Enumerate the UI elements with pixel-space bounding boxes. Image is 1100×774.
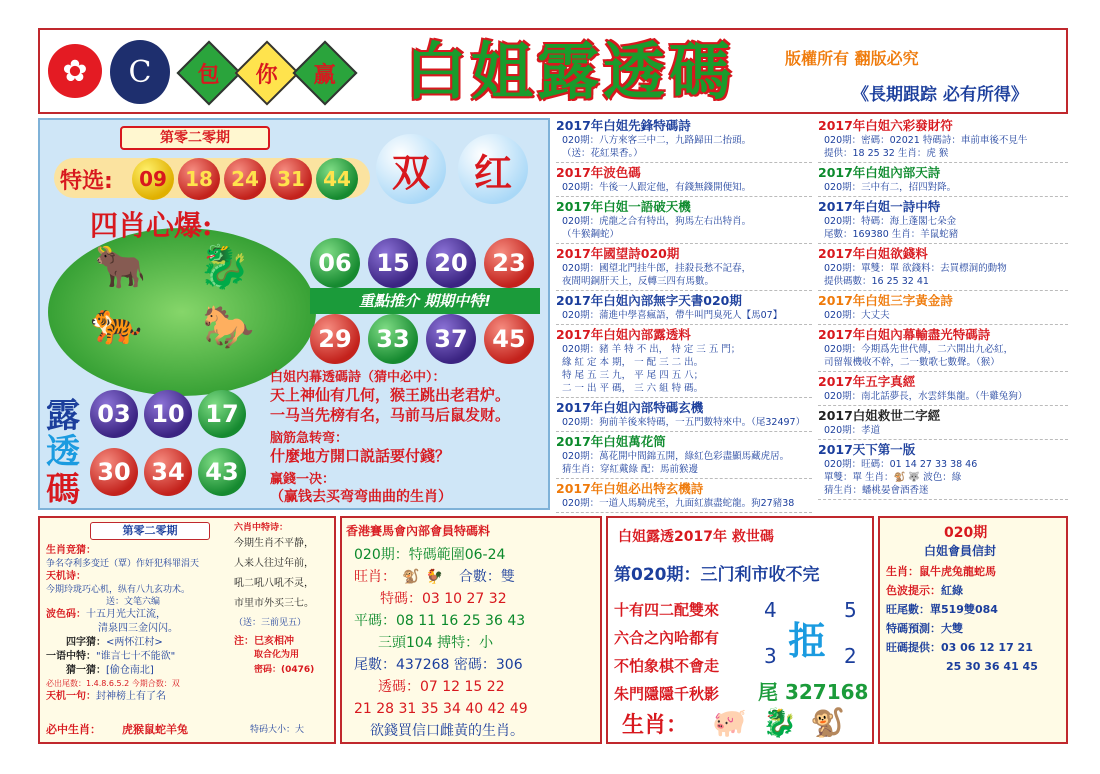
- bp1-text: 送：文笔六编: [106, 597, 161, 607]
- bp2-line: 特碼：03 10 27 32: [380, 591, 507, 607]
- bp1-text: 虎猴鼠蛇羊兔: [122, 723, 188, 736]
- bp1-text: 封神榜上有了名: [96, 691, 166, 702]
- mid-text: 緣 紅 定 本 期， 一 配 三 二 出。: [562, 357, 704, 368]
- bp4-value: 紅綠: [941, 584, 963, 597]
- bp1-side-title: 六肖中特诗：: [234, 523, 289, 533]
- mid-block: [556, 481, 812, 513]
- poem-box: [270, 366, 548, 507]
- right-title: 2017年白姐內部天詩: [818, 165, 941, 180]
- bp1-side: 人来人往过年前，: [234, 558, 314, 569]
- lu-ball: 10: [144, 390, 192, 438]
- right-block: [818, 408, 1068, 440]
- bottom-panel-1: [38, 516, 336, 744]
- tou-char: 透: [46, 432, 80, 472]
- tex-ball: 31: [270, 158, 312, 200]
- mid-text: 020期：八方來客三中二，九路歸田二抬頭。: [562, 135, 752, 146]
- right-title: 2017年白姐三字黃金詩: [818, 293, 953, 308]
- right-title: 2017年五字真經: [818, 374, 916, 389]
- divider: [818, 196, 1068, 197]
- divider: [556, 290, 812, 291]
- shuang-bubble: 双: [376, 134, 446, 204]
- ni-diamond: [234, 40, 299, 105]
- right-text: 猜生肖：蟠桃晏會酒香迷: [824, 485, 929, 496]
- bp1-side: 市里市外买三七。: [234, 598, 314, 609]
- right-block: [818, 165, 1068, 197]
- bp1-label: 四字猜：: [66, 637, 106, 648]
- mid-title: 2017年國望詩020期: [556, 246, 680, 261]
- ox-icon: 🐂: [94, 242, 147, 291]
- mid-text: 020期：萬花開中間錦五開，綠紅色彩盡顯馬藏虎居。: [562, 451, 790, 462]
- bp3-digit: 5: [844, 598, 857, 622]
- divider: [556, 243, 812, 244]
- poem-line: 一马当先榜有名，马前马后鼠发财。: [270, 406, 511, 424]
- bp1-text: 今期玲珑巧心机，纵有八九玄功术。: [46, 585, 191, 595]
- right-text: 020期：三中有二，招四對降。: [824, 182, 957, 193]
- mid-text: （送：花紅果香。）: [562, 148, 643, 159]
- mid-title: 2017年白姐內部無字天書020期: [556, 293, 742, 308]
- bp4-label: 旺尾數：: [886, 603, 930, 616]
- bp1-text: <两怀江村>: [106, 637, 163, 648]
- number-ball: 37: [426, 314, 476, 364]
- bp2-line: 欲錢買信口雌黃的生肖。: [370, 723, 524, 739]
- bp3-poem: 朱門隱隱千秋影: [614, 685, 720, 703]
- bp1-note-label: 注：: [234, 636, 254, 647]
- bp1-text: 特码大小：大: [250, 725, 305, 735]
- bp1-text: 十五月光大江流，: [86, 609, 166, 620]
- mid-title: 2017年波色碼: [556, 165, 641, 180]
- lu-ball: 03: [90, 390, 138, 438]
- bp3-shengxiao-label: 生肖：: [622, 713, 689, 738]
- bp1-label: 天机一句：: [46, 691, 96, 702]
- right-text: 單雙：單 生肖：🐒 🐺 波色：綠: [824, 472, 962, 483]
- lu-ball: 34: [144, 448, 192, 496]
- number-ball: 20: [426, 238, 476, 288]
- right-text: 020期：南北話夢長，水雲絆集龍。（牛雞兔狗）: [824, 391, 1028, 402]
- bp2-line: 平碼：08 11 16 25 36 43: [354, 613, 526, 629]
- bp4-value: 03 06 12 17 21: [941, 641, 1033, 654]
- four-xiao-title: 四肖心爆:: [90, 209, 213, 242]
- number-ball: 15: [368, 238, 418, 288]
- bp1-label: 生肖竞猜：: [46, 545, 96, 556]
- right-block: [818, 327, 1068, 372]
- bp2-line: 合數：雙: [458, 569, 515, 585]
- mid-block: [556, 434, 812, 479]
- slogan-text: 《長期跟踪 必有所得》: [852, 85, 1028, 105]
- mid-block: [556, 165, 812, 197]
- divider: [556, 324, 812, 325]
- dragon-icon: 🐉: [762, 706, 797, 739]
- bp2-line: 三頭104 搏特：小: [378, 635, 494, 651]
- rooster-icon: 🐓: [425, 569, 443, 585]
- bp3-tail: 尾 327168: [758, 680, 869, 704]
- bp2-line: 透碼：07 12 15 22: [378, 679, 505, 695]
- main-panel: [38, 118, 550, 510]
- bp1-label: 波色码：: [46, 609, 86, 620]
- brain-title: 脑筋急转弯：: [270, 431, 349, 446]
- poem-title: 白姐内幕透碼詩（猜中必中）：: [270, 370, 446, 385]
- right-text: 020期：大丈夫: [824, 310, 890, 321]
- right-text: 020期：旺碼：01 14 27 33 38 46: [824, 459, 978, 470]
- divider: [556, 478, 812, 479]
- bp3-big-char: 挋: [788, 619, 827, 663]
- right-block: [818, 246, 1068, 291]
- middle-column: [556, 118, 812, 510]
- bp1-label: 必中生肖：: [46, 723, 101, 736]
- divider: [818, 405, 1068, 406]
- bp1-note: 巳亥相冲: [254, 636, 294, 647]
- mid-text: 020期：牛後一人跟定他，有錢無錢開便知。: [562, 182, 752, 193]
- divider: [818, 499, 1068, 500]
- right-title: 2017年白姐內幕輸盡光特碼詩: [818, 327, 991, 342]
- mid-title: 2017年白姐必出特玄機詩: [556, 481, 704, 496]
- bp1-text: 必出尾数：1.4.8.6.5.2 今期合数：双: [46, 679, 180, 688]
- right-title: 2017年白姐六彩發財符: [818, 118, 953, 133]
- mid-text: 020期：一道人馬騎虎至，九面紅旗盡蛇龍。狗27豬38: [562, 498, 795, 509]
- win-answer: （赢钱去买弯弯曲曲的生肖）: [270, 489, 452, 505]
- bp4-title: 白姐會員信封: [924, 544, 997, 558]
- mid-text: 特 尾 五 三 九， 平 尾 四 五 八；: [562, 370, 704, 381]
- bp4-value: 大雙: [941, 622, 963, 635]
- bao-char: 包: [197, 61, 221, 88]
- bp4-label: 特碼預測：: [886, 622, 941, 635]
- divider: [818, 324, 1068, 325]
- lu-ball: 17: [198, 390, 246, 438]
- right-text: 020期：今期爲先世代傳，二六開出九必紅，: [824, 344, 1014, 355]
- bp4-value: 鼠牛虎兔龍蛇馬: [919, 565, 996, 578]
- mid-text: 020期：虎龍之合有特出，狗馬左右出特肖。: [562, 216, 752, 227]
- tex-ball: 24: [224, 158, 266, 200]
- bp4-value: 單519雙084: [930, 603, 998, 616]
- period-tag: 第零二零期: [120, 126, 270, 150]
- mid-block: [556, 246, 812, 291]
- divider: [556, 431, 812, 432]
- pig-icon: 🐖: [712, 706, 747, 739]
- right-text: 尾數：169380 生肖：羊鼠蛇豬: [824, 229, 959, 240]
- right-text: 020期：密碼：02021 特碼詩：車前車後不見牛: [824, 135, 1028, 146]
- bp3-poem: 十有四二配雙來: [614, 601, 720, 619]
- divider: [556, 512, 812, 513]
- right-text: 提供：18 25 32 生肖：虎 猴: [824, 148, 949, 159]
- bp2-label: 旺肖：: [354, 569, 396, 585]
- hong-bubble: 红: [458, 134, 528, 204]
- bottom-panel-2: [340, 516, 602, 744]
- mid-block: [556, 293, 812, 325]
- bp1-label: 猜一猜：: [66, 665, 106, 676]
- dragon-icon: 🐉: [198, 242, 251, 291]
- number-ball: 23: [484, 238, 534, 288]
- logo-icon: C: [110, 40, 170, 104]
- right-column: [818, 118, 1068, 510]
- right-text: 提供碼數：16 25 32 41: [824, 276, 929, 287]
- copyright-text: 版權所有 翻版必究: [785, 49, 919, 68]
- bp1-period: 第零二零期: [90, 522, 210, 540]
- divider: [556, 196, 812, 197]
- right-block: [818, 118, 1068, 163]
- bp3-poem: 六合之內哈都有: [614, 629, 720, 647]
- divider: [556, 162, 812, 163]
- bp3-poem: 不怕象棋不會走: [614, 657, 720, 675]
- number-ball: 33: [368, 314, 418, 364]
- right-title: 2017年白姐一詩中特: [818, 199, 941, 214]
- bp3-digit: 2: [844, 644, 857, 668]
- mid-text: 020期：狗前羊後來特碼，一五門數特來中。（尾32497）: [562, 417, 806, 428]
- bp1-note: 取合化为用: [254, 650, 300, 660]
- right-title: 2017天下第一版: [818, 442, 916, 457]
- tex-ball: 09: [132, 158, 174, 200]
- right-title: 2017年白姐欲錢料: [818, 246, 928, 261]
- bp4-label: 旺碼提供：: [886, 641, 941, 654]
- lu-ball: 30: [90, 448, 138, 496]
- bp1-text: 争名夺利多变迁（覃）作奸犯科罪涓天: [46, 559, 200, 569]
- bp2-line: 21 28 31 35 34 40 42 49: [354, 701, 528, 717]
- number-ball: 45: [484, 314, 534, 364]
- right-title: 2017白姐救世二字經: [818, 408, 941, 423]
- mid-title: 2017年白姐先鋒特碼詩: [556, 118, 691, 133]
- bp1-note: 密码：(0476): [254, 665, 315, 675]
- tex-ball: 44: [316, 158, 358, 200]
- mid-text: 二 一 出 平 碼， 三 六 組 特 碼。: [562, 383, 704, 394]
- right-block: [818, 293, 1068, 325]
- page-title: 白姐露透碼: [404, 35, 735, 108]
- lu-ball: 43: [198, 448, 246, 496]
- bao-diamond: [176, 40, 241, 105]
- right-block: [818, 442, 1068, 500]
- divider: [818, 371, 1068, 372]
- divider: [818, 290, 1068, 291]
- bp3-digit: 3: [764, 644, 777, 668]
- right-text: 司留報機收不幹，二一數歌七數聲。（猴）: [824, 357, 1000, 368]
- mid-text: 020期：豬 羊 特 不 出， 特 定 三 五 門；: [562, 344, 741, 355]
- header: [38, 28, 1068, 114]
- bp2-title: 香港賽馬會內部會員特碼料: [346, 524, 491, 538]
- recommend-ribbon: 重點推介 期期中特!: [310, 288, 540, 314]
- mid-block: [556, 327, 812, 398]
- right-block: [818, 199, 1068, 244]
- bp1-side: 吼二吼八吼不灵，: [234, 578, 314, 589]
- divider: [818, 243, 1068, 244]
- mid-title: 2017年白姐萬花筒: [556, 434, 666, 449]
- bp3-digit: 4: [764, 598, 777, 622]
- tex-label: 特选:: [60, 169, 113, 194]
- ni-char: 你: [255, 61, 279, 88]
- bp1-label: 天机诗：: [46, 571, 86, 582]
- right-text: 020期：孝道: [824, 425, 881, 436]
- mid-title: 2017年白姐內部特碼玄機: [556, 400, 704, 415]
- divider: [818, 162, 1068, 163]
- bp1-label: 一语中特：: [46, 651, 96, 662]
- right-block: [818, 374, 1068, 406]
- bp1-side: 今期生肖不平静，: [234, 538, 314, 549]
- divider: [556, 397, 812, 398]
- bp2-line: 尾數：437268 密碼：306: [354, 657, 523, 673]
- horse-icon: 🐎: [202, 302, 255, 351]
- win-title: 赢錢一决：: [270, 472, 336, 487]
- bottom-panel-3: [606, 516, 874, 744]
- bp3-line: 第020期：三门利市收不完: [614, 565, 820, 585]
- lu-char: 露: [46, 396, 80, 436]
- mid-block: [556, 199, 812, 244]
- bp4-period: 020期: [944, 525, 988, 541]
- mid-text: 020期：蒲進中學喜瘋語，帶牛叫門臭死人【馬07】: [562, 310, 783, 321]
- brain-question: 什麼地方開口説話要付錢？: [270, 447, 451, 465]
- ma-char: 碼: [46, 470, 80, 510]
- mid-block: [556, 400, 812, 432]
- right-text: 020期：單雙：單 欲錢料：去買標洞的動物: [824, 263, 1007, 274]
- monkey-icon: 🐒: [402, 569, 420, 585]
- bp1-text: "谁言七十不能欲": [96, 651, 176, 662]
- mid-title: 2017年白姐內部露透料: [556, 327, 691, 342]
- mid-text: 猜生肖：穿紅戴綠 配：馬前猴邊: [562, 464, 699, 475]
- divider: [818, 439, 1068, 440]
- mid-text: 夜間明銅肝天上，反轉三四有馬數。: [562, 276, 715, 287]
- right-text: 020期：特碼：海上蓬閣七朵金: [824, 216, 957, 227]
- mid-title: 2017年白姐一語破天機: [556, 199, 691, 214]
- bp4-label: 色波提示：: [886, 584, 941, 597]
- ying-char: 赢: [313, 61, 337, 88]
- monkey-icon: 🐒: [810, 706, 845, 739]
- mid-text: 020期：國望北門挂牛郎，挂殺長愁不記春，: [562, 263, 752, 274]
- bp4-label: 生肖：: [886, 565, 919, 578]
- mid-block: [556, 118, 812, 163]
- bp1-text: 清泉四三金闪闪。: [98, 623, 178, 634]
- bp2-line: 020期：特碼範圍06-24: [354, 547, 506, 563]
- hk-emblem-icon: ✿: [48, 44, 102, 98]
- poem-line: 天上神仙有几何，猴王跳出老君炉。: [270, 386, 511, 404]
- number-ball: 29: [310, 314, 360, 364]
- bp1-side: （送：三前见五）: [234, 618, 307, 628]
- tex-ball: 18: [178, 158, 220, 200]
- bp1-text: [偷仓南北]: [106, 665, 154, 676]
- mid-text: （牛猴鋼蛇）: [562, 229, 620, 240]
- bp4-value: 25 30 36 41 45: [946, 660, 1038, 673]
- bp3-title: 白姐露透2017年 救世碼: [618, 529, 774, 545]
- tiger-icon: 🐅: [90, 298, 143, 347]
- ying-diamond: [292, 40, 357, 105]
- bottom-panel-4: [878, 516, 1068, 744]
- number-ball: 06: [310, 238, 360, 288]
